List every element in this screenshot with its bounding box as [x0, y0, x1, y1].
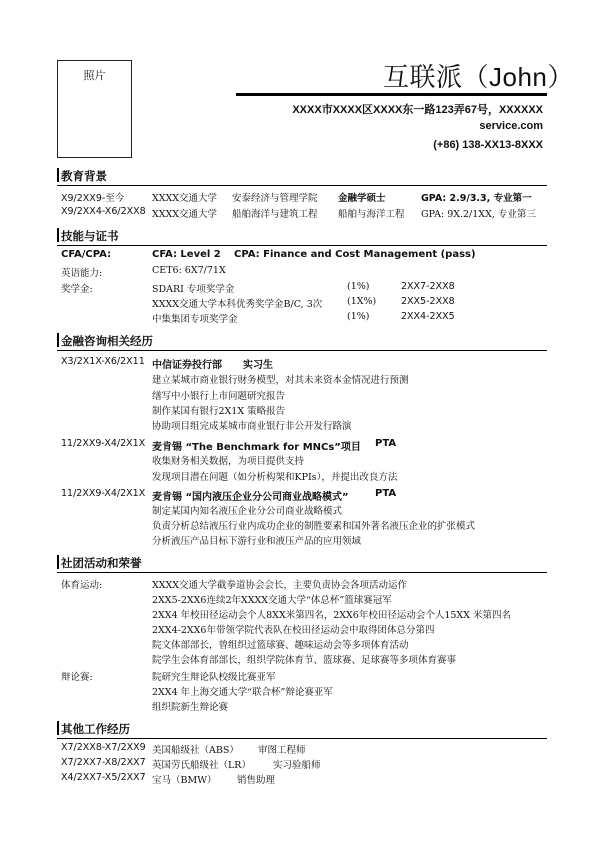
- scholarship-percent: (1%): [347, 281, 370, 292]
- sports-item: 2XX4 年校田径运动会个人8XX米第四名，2XX6年校田径运动会个人15XX 米第四名: [152, 610, 511, 621]
- section-title-finance: 金融咨询相关经历: [61, 334, 153, 348]
- section-divider: [57, 350, 547, 351]
- scholarship-date: 2XX4-2XX5: [401, 311, 455, 322]
- debate-item: 院研究生辩论队校级比赛亚军: [152, 672, 276, 683]
- job-item: 分析液压产品目标下游行业和液压产品的应用领域: [152, 536, 362, 547]
- edu-major: 船舶海洋与建筑工程: [232, 209, 318, 220]
- cfa-cpa-label: CFA/CPA:: [61, 249, 112, 260]
- scholarship-percent: (1%): [347, 311, 370, 322]
- debate-item: 组织院新生辩论赛: [152, 702, 229, 713]
- other-job-date: X4/2XX7-X5/2XX7: [61, 772, 146, 783]
- job-date: 11/2XX9-X4/2X1X: [61, 488, 146, 499]
- other-job-org: 美国船级社（ABS）: [152, 745, 239, 756]
- scholarship-percent: (1X%): [347, 296, 377, 307]
- edu-gpa: GPA: 2.9/3.3, 专业第一: [421, 193, 532, 204]
- job-item: 发现项目潜在问题（如分析构架和KPIs），并提出改良方法: [152, 472, 398, 483]
- section-title-other: 其他工作经历: [61, 722, 130, 736]
- job-role: 实习生: [243, 360, 273, 371]
- job-role: PTA: [375, 438, 397, 449]
- cfa-level: CFA: Level 2: [152, 249, 221, 260]
- photo-label: 照片: [83, 69, 106, 82]
- scholarship-date: 2XX5-2XX8: [401, 296, 455, 307]
- other-job-org: 宝马（BMW）: [152, 775, 217, 786]
- contact-address: XXXX市XXXX区XXXX东一路123弄67号，XXXXXX: [292, 104, 543, 116]
- section-divider: [57, 245, 547, 246]
- job-item: 负责分析总结液压行业内成功企业的制胜要素和国外著名液压企业的扩张模式: [152, 521, 476, 532]
- section-marker: [57, 333, 59, 347]
- contact-email: service.com: [479, 120, 543, 132]
- scholarship-name: SDARI 专项奖学金: [152, 284, 235, 295]
- section-marker: [57, 555, 59, 569]
- other-job-role: 销售助理: [237, 775, 276, 786]
- contact-phone: (+86) 138-XX13-8XXX: [433, 139, 543, 151]
- job-org: 麦肯锡 “国内液压企业分公司商业战略模式”: [152, 492, 349, 503]
- job-item: 建立某城市商业银行财务模型，对其未来资本金情况进行预测: [152, 375, 409, 386]
- section-marker: [57, 721, 59, 735]
- edu-date: X9/2XX4-X6/2XX8: [61, 206, 146, 217]
- section-divider: [57, 185, 547, 186]
- section-title-education: 教育背景: [61, 169, 107, 183]
- debate-label: 辩论赛:: [61, 672, 93, 683]
- other-job-role: 实习验船师: [273, 760, 321, 771]
- debate-item: 2XX4 年上海交通大学“联合杯”辩论赛亚军: [152, 687, 333, 698]
- job-date: X3/2X1X-X6/2X11: [61, 356, 145, 367]
- sports-item: 院学生会体育部部长，组织学院体育节、篮球赛、足球赛等多项体育赛事: [152, 655, 457, 666]
- edu-degree: 船舶与海洋工程: [338, 209, 405, 220]
- scholarship-name: 中集集团专项奖学金: [152, 314, 238, 325]
- photo-placeholder: [57, 60, 132, 158]
- edu-gpa: GPA: 9X.2/1XX, 专业第三: [421, 209, 536, 220]
- sports-item: 2XX5-2XX6连续2年XXXX交通大学“体总杯”篮球赛冠军: [152, 595, 392, 606]
- sports-item: 院文体部部长，曾组织过篮球赛、趣味运动会等多项体育活动: [152, 640, 409, 651]
- edu-degree: 金融学硕士: [338, 193, 386, 204]
- job-item: 协助项目组完成某城市商业银行非公开发行路演: [152, 421, 352, 432]
- job-item: 制定某国内知名液压企业分公司商业战略模式: [152, 506, 343, 517]
- sports-label: 体育运动:: [61, 580, 103, 591]
- candidate-name: 互联派（John）: [383, 62, 574, 92]
- cpa-status: CPA: Finance and Cost Management (pass): [234, 249, 476, 260]
- job-item: 制作某国有银行2X1X 策略报告: [152, 406, 286, 417]
- sports-item: XXXX交通大学截拳道协会会长，主要负责协会各项活动运作: [152, 580, 408, 591]
- edu-major: 安泰经济与管理学院: [232, 193, 318, 204]
- other-job-role: 审图工程师: [258, 745, 306, 756]
- scholarship-name: XXXX交通大学本科优秀奖学金B/C, 3次: [152, 299, 323, 310]
- job-item: 缮写中小银行上市问题研究报告: [152, 391, 286, 402]
- section-title-skills: 技能与证书: [61, 229, 119, 243]
- section-divider: [57, 738, 547, 739]
- edu-date: X9/2XX9-至今: [61, 193, 125, 204]
- other-job-date: X7/2XX7-X8/2XX7: [61, 757, 146, 768]
- section-divider: [57, 572, 547, 573]
- scholarship-date: 2XX7-2XX8: [401, 281, 455, 292]
- job-org: 中信证券投行部: [152, 360, 222, 371]
- job-date: 11/2XX9-X4/2X1X: [61, 438, 146, 449]
- edu-school: XXXX交通大学: [152, 193, 218, 204]
- sports-item: 2XX4-2XX6年带领学院代表队在校田径运动会中取得团体总分第四: [152, 625, 435, 636]
- section-marker: [57, 228, 59, 242]
- english-score: CET6: 6X7/71X: [152, 265, 226, 276]
- scholarship-label: 奖学金:: [61, 284, 93, 295]
- job-item: 收集财务相关数据，为项目提供支持: [152, 456, 305, 467]
- other-job-org: 英国劳氏船级社（LR）: [152, 760, 251, 771]
- section-marker: [57, 168, 59, 182]
- english-label: 英语能力:: [61, 268, 103, 279]
- other-job-date: X7/2XX8-X7/2XX9: [61, 742, 146, 753]
- job-role: PTA: [375, 488, 397, 499]
- section-title-activities: 社团活动和荣誉: [61, 556, 142, 570]
- job-org: 麦肯锡 “The Benchmark for MNCs”项目: [152, 442, 361, 453]
- edu-school: XXXX交通大学: [152, 209, 218, 220]
- header-divider: [236, 93, 547, 96]
